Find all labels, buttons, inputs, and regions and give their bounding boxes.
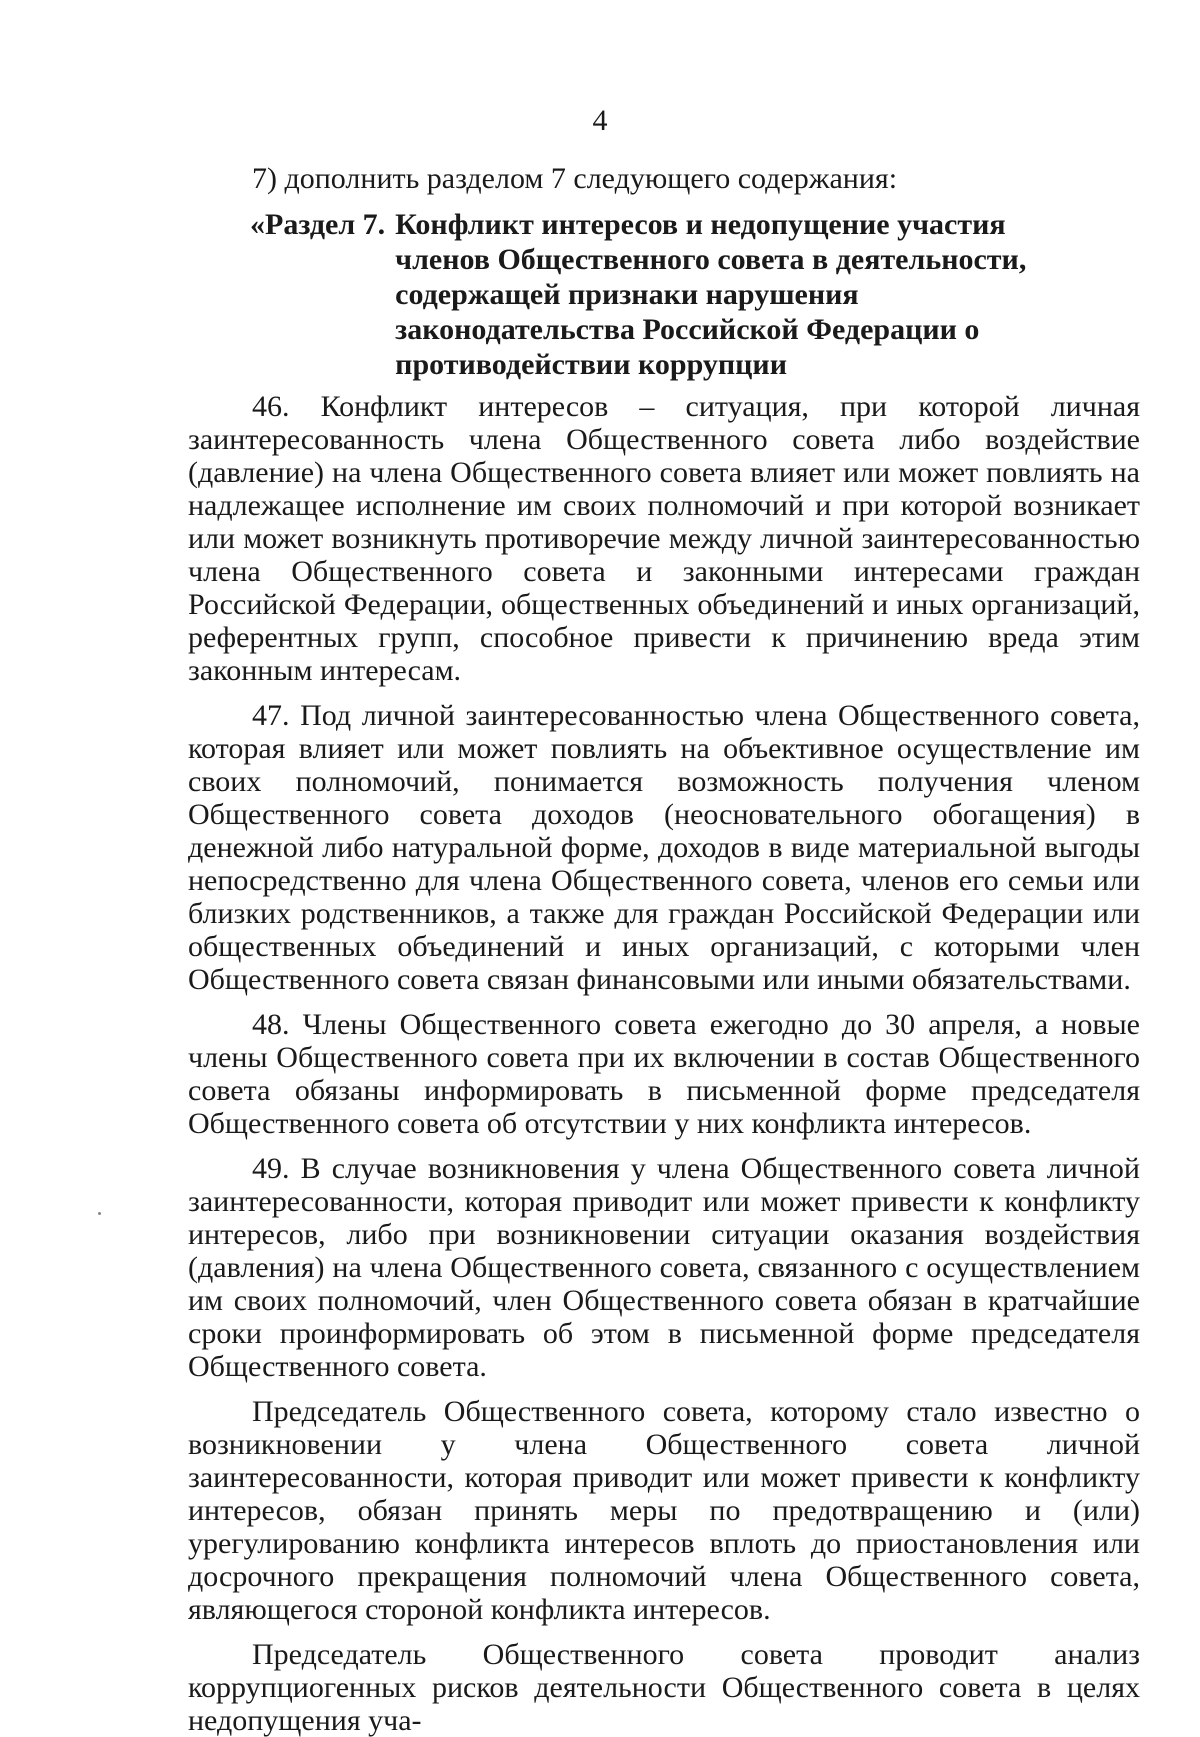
paragraph-chairman-measures: Председатель Общественного совета, которому стало известно о возникновении у члена Общественного совета личной заинтересованности, которая приводит или может привести к конфликту интересов, обязан принять меры по предотвращению и (или) урегулированию конфликта интересов вплоть до приостановления или досрочного прекращения полномочий члена Общественного совета, являющегося стороной конфликта интересов. xyxy=(188,1395,1140,1626)
paragraph-47: 47. Под личной заинтересованностью члена Общественного совета, которая влияет или может повлиять на объективное осуществление им своих полномочий, понимается возможность получения членом Общественного совета доходов (неосновательного обогащения) в денежной либо натуральной форме, доходов в виде материальной выгоды непосредственно для члена Общественного совета, членов его семьи или близких родственников, а также для граждан Российской Федерации или общественных объединений и иных организаций, с которыми член Общественного совета связан финансовыми или иными обязательствами. xyxy=(188,699,1140,996)
section-heading xyxy=(250,207,1140,382)
paragraph-chairman-analysis: Председатель Общественного совета проводит анализ коррупциогенных рисков деятельности Общественного совета в целях недопущения уча- xyxy=(188,1638,1140,1737)
paragraph-46: 46. Конфликт интересов – ситуация, при которой личная заинтересованность члена Общественного совета либо воздействие (давление) на члена Общественного совета влияет или может повлиять на надлежащее исполнение им своих полномочий и при которой возникает или может возникнуть противоречие между личной заинтересованностью члена Общественного совета и законными интересами граждан Российской Федерации, общественных объединений и иных организаций, референтных групп, способное привести к причинению вреда этим законным интересам. xyxy=(188,390,1140,687)
section-label: «Раздел 7. xyxy=(250,208,386,241)
page-number: 4 xyxy=(592,104,608,137)
amendment-intro: 7) дополнить разделом 7 следующего содержания: xyxy=(252,162,898,195)
section-title: Конфликт интересов и недопущение участия членов Общественного совета в деятельности, содержащей признаки нарушения законодательства Российской Федерации о противодействии коррупции xyxy=(395,208,1027,381)
document-body xyxy=(188,162,1140,1737)
paragraph-49: 49. В случае возникновения у члена Общественного совета личной заинтересованности, которая приводит или может привести к конфликту интересов, либо при возникновении ситуации оказания воздействия (давления) на члена Общественного совета, связанного с осуществлением им своих полномочий, член Общественного совета обязан в кратчайшие сроки проинформировать об этом в письменной форме председателя Общественного совета. xyxy=(188,1152,1140,1383)
paragraph-48: 48. Члены Общественного совета ежегодно до 30 апреля, а новые члены Общественного совета при их включении в состав Общественного совета обязаны информировать в письменной форме председателя Общественного совета об отсутствии у них конфликта интересов. xyxy=(188,1008,1140,1140)
scan-speck xyxy=(98,1212,101,1215)
